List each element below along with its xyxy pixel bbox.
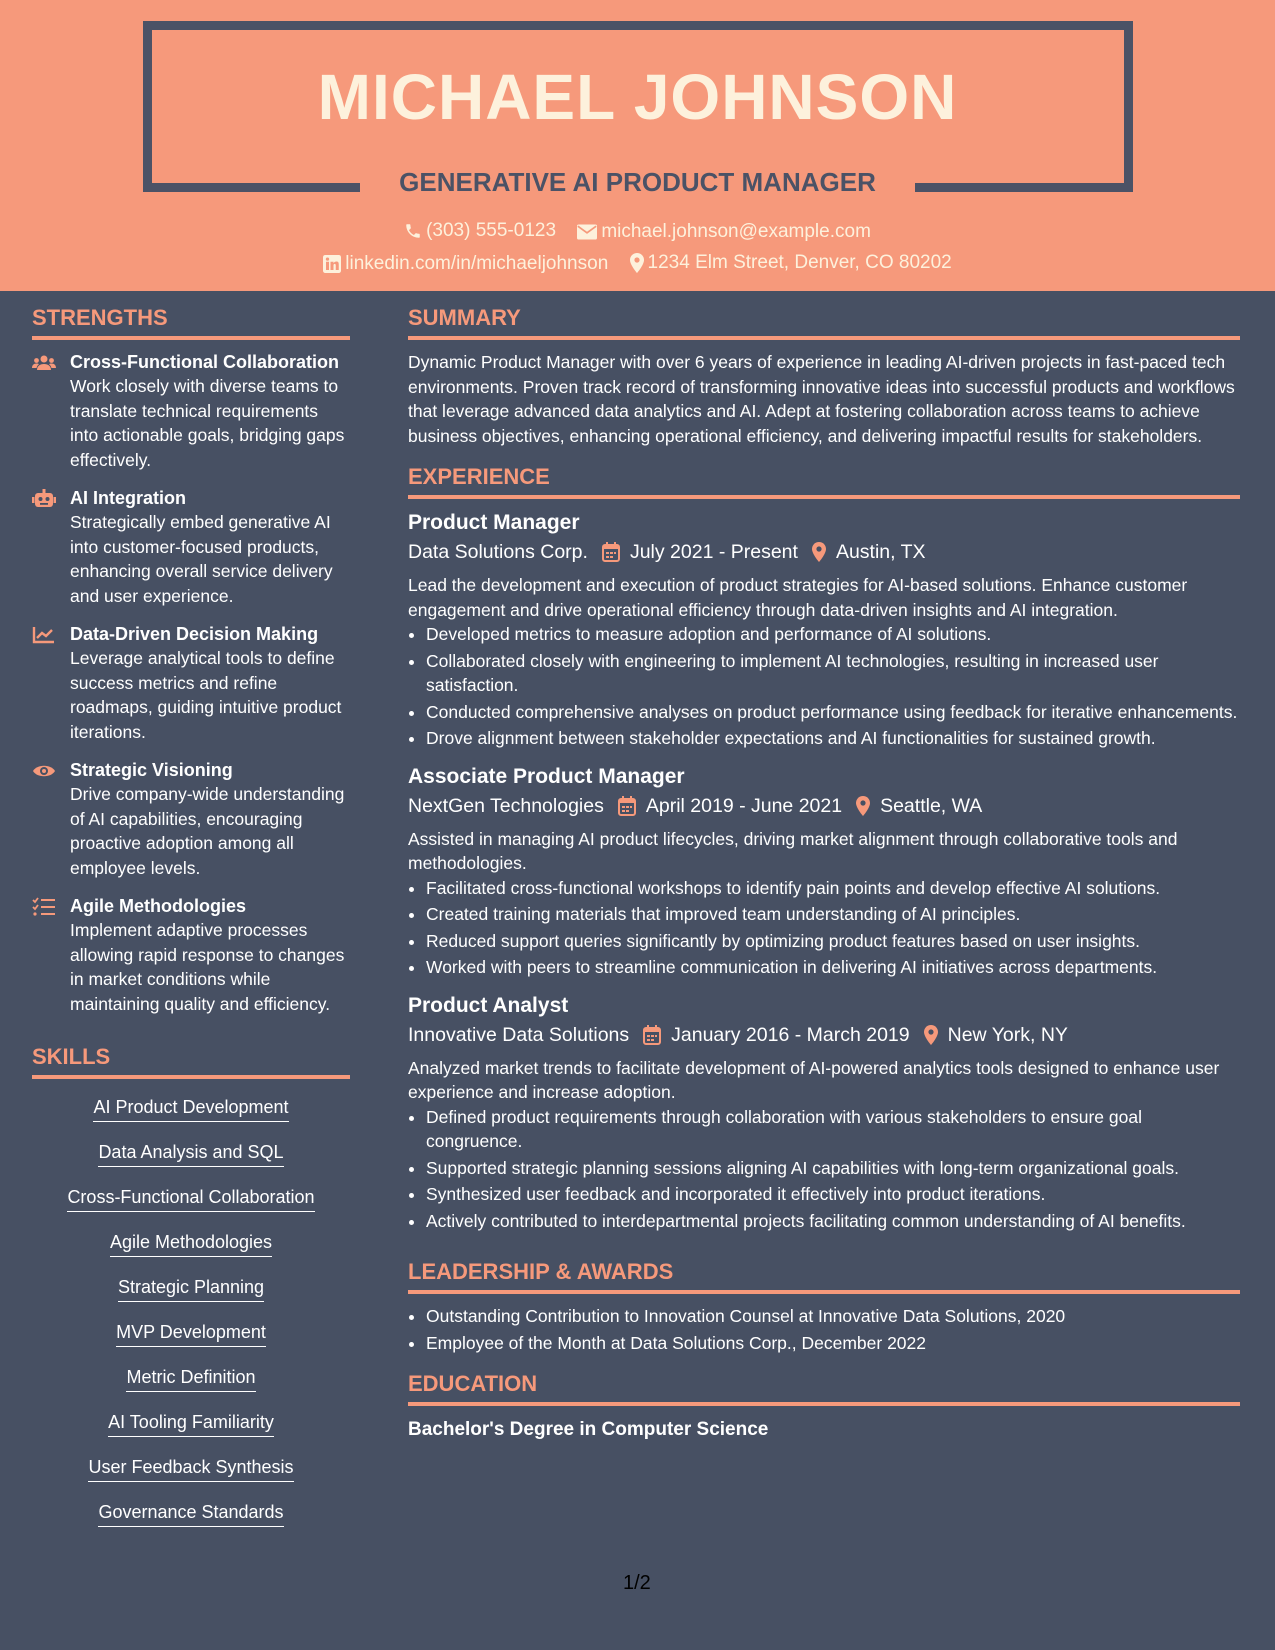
skill-tag: MVP Development	[116, 1320, 266, 1347]
job-desc: Lead the development and execution of product strategies for AI-based solutions. Enhance customer engagement and drive operational efficiency through data-driven insights and AI integration.	[408, 575, 1188, 620]
email-contact[interactable]	[577, 221, 871, 243]
strength-desc: Work closely with diverse teams to translate technical requirements into actionable goals, bridging gaps effectively.	[70, 376, 345, 470]
award-item: • Outstanding Contribution to Innovation Counsel at Innovative Data Solutions, 2020	[426, 1304, 1240, 1329]
job-location: New York, NY	[947, 1023, 1068, 1046]
strength-desc: Drive company-wide understanding of AI capabilities, encouraging proactive adoption among all employee levels.	[70, 784, 345, 878]
contact-row-2	[0, 252, 1275, 279]
phone-icon	[404, 222, 422, 240]
linkedin-icon	[323, 255, 341, 273]
job-bullet: • Created training materials that improved team understanding of AI principles.	[426, 902, 1240, 927]
left-column	[32, 291, 350, 1545]
job-bullet: • Reduced support queries significantly by optimizing product features based on user insights.	[426, 929, 1240, 954]
job-dates: July 2021 - Present	[629, 541, 798, 563]
envelope-icon	[577, 224, 597, 240]
job-title: GENERATIVE AI PRODUCT MANAGER	[399, 167, 876, 197]
education-degree: Bachelor's Degree in Computer Science	[408, 1419, 769, 1440]
job-role: Product Manager	[408, 511, 580, 534]
candidate-name: MICHAEL JOHNSON	[317, 61, 958, 133]
skill-tag: Cross-Functional Collaboration	[67, 1185, 314, 1212]
address-contact	[630, 252, 952, 274]
job-entry	[408, 992, 1240, 1234]
job-meta	[408, 791, 1240, 821]
right-column	[408, 291, 1240, 1444]
job-meta	[408, 1020, 1240, 1050]
leadership-heading: LEADERSHIP & AWARDS	[408, 1245, 1240, 1294]
skill-tag: Data Analysis and SQL	[98, 1140, 283, 1167]
location-pin-icon	[630, 253, 644, 273]
job-desc: Assisted in managing AI product lifecycles, driving market alignment through collaborative tools and methodologies.	[408, 828, 1178, 873]
address-text: 1234 Elm Street, Denver, CO 80202	[647, 252, 952, 273]
strength-item	[32, 894, 350, 1016]
page-number: 1/2	[623, 1572, 651, 1594]
skill-tag: User Feedback Synthesis	[88, 1455, 293, 1482]
job-entry	[408, 509, 1240, 751]
strength-item	[32, 758, 350, 880]
strengths-heading: STRENGTHS	[32, 291, 350, 340]
robot-icon	[32, 489, 56, 509]
list-check-icon	[32, 897, 56, 917]
job-bullets	[408, 622, 1240, 751]
leadership-list	[408, 1304, 1240, 1355]
linkedin-contact[interactable]	[323, 253, 608, 275]
job-bullet: • Developed metrics to measure adoption and performance of AI solutions.	[426, 622, 1240, 647]
job-bullet: • Conducted comprehensive analyses on product performance using feedback for iterative enhancements.	[426, 700, 1240, 725]
job-entry	[408, 763, 1240, 980]
job-bullets	[408, 1105, 1240, 1234]
users-icon	[32, 353, 56, 373]
job-company: Innovative Data Solutions	[408, 1023, 630, 1046]
skill-tag: Metric Definition	[126, 1365, 255, 1392]
skills-list	[32, 1089, 350, 1545]
linkedin-text: linkedin.com/in/michaeljohnson	[345, 253, 609, 274]
strength-desc: Strategically embed generative AI into customer-focused products, enhancing overall service delivery and user experience.	[70, 512, 333, 606]
job-role: Product Analyst	[408, 993, 569, 1017]
job-desc: Analyzed market trends to facilitate development of AI-powered analytics tools designed to enhance user experience and increase adoption.	[408, 1057, 1220, 1102]
strength-item	[32, 622, 350, 744]
job-bullet: • Actively contributed to interdepartmental projects facilitating common understanding of AI benefits.	[426, 1209, 1240, 1234]
strength-item	[32, 350, 350, 472]
eye-icon	[32, 761, 56, 781]
strength-title: AI Integration	[70, 488, 186, 508]
calendar-icon	[602, 542, 620, 562]
job-bullet: • Synthesized user feedback and incorporated it effectively into product iterations.	[426, 1182, 1240, 1207]
job-dates: January 2016 - March 2019	[671, 1023, 910, 1046]
location-pin-icon	[856, 796, 870, 816]
job-company: Data Solutions Corp.	[408, 541, 588, 563]
job-bullets	[408, 876, 1240, 980]
location-pin-icon	[924, 1025, 938, 1045]
experience-heading: EXPERIENCE	[408, 450, 1240, 499]
summary-text: Dynamic Product Manager with over 6 years of experience in leading AI-driven projects in fast-paced tech environments. Proven track record of transforming innovative ideas into successful products and workflows that leverage advanced data analytics and AI. Adept at fostering collaboration across teams to achieve business objectives, enhancing operational efficiency, and delivering impactful results for stakeholders.	[408, 352, 1235, 446]
strength-title: Data-Driven Decision Making	[70, 624, 319, 644]
skill-tag: AI Tooling Familiarity	[108, 1410, 274, 1437]
calendar-icon	[618, 796, 636, 816]
job-location: Austin, TX	[835, 541, 926, 563]
strength-item	[32, 486, 350, 608]
location-pin-icon	[812, 542, 826, 562]
phone-text: (303) 555-0123	[426, 220, 557, 241]
job-dates: April 2019 - June 2021	[645, 794, 843, 817]
job-bullet: • Worked with peers to streamline communication in delivering AI initiatives across departments.	[426, 955, 1240, 980]
job-bullet: • Collaborated closely with engineering to implement AI technologies, resulting in increased user satisfaction.	[426, 649, 1240, 698]
skills-heading: SKILLS	[32, 1030, 350, 1079]
skill-tag: Governance Standards	[98, 1500, 283, 1527]
job-role: Associate Product Manager	[408, 764, 685, 788]
award-item: • Employee of the Month at Data Solutions Corp., December 2022	[426, 1331, 1240, 1356]
strength-title: Agile Methodologies	[70, 896, 247, 916]
strength-title: Cross-Functional Collaboration	[70, 352, 340, 372]
strength-desc: Implement adaptive processes allowing rapid response to changes in market conditions while maintaining quality and efficiency.	[70, 920, 345, 1014]
summary-heading: SUMMARY	[408, 291, 1240, 340]
job-bullet: • Drove alignment between stakeholder expectations and AI functionalities for sustained growth.	[426, 726, 1240, 751]
strength-title: Strategic Visioning	[70, 760, 233, 780]
job-company: NextGen Technologies	[408, 794, 604, 817]
strength-desc: Leverage analytical tools to define success metrics and refine roadmaps, guiding intuitive product iterations.	[70, 648, 342, 742]
job-bullet: • Supported strategic planning sessions aligning AI capabilities with long-term organizational goals.	[426, 1156, 1240, 1181]
chart-line-icon	[32, 625, 56, 645]
phone-contact[interactable]	[404, 220, 556, 242]
email-text: michael.johnson@example.com	[601, 221, 871, 242]
skill-tag: AI Product Development	[93, 1095, 288, 1122]
job-location: Seattle, WA	[880, 794, 983, 817]
calendar-icon	[643, 1025, 661, 1045]
job-bullet: • Facilitated cross-functional workshops to identify pain points and develop effective AI solutions.	[426, 876, 1240, 901]
job-meta	[408, 537, 1240, 567]
skill-tag: Strategic Planning	[118, 1275, 264, 1302]
education-heading: EDUCATION	[408, 1357, 1240, 1406]
header	[0, 0, 1275, 291]
skill-tag: Agile Methodologies	[110, 1230, 272, 1257]
contact-row-1	[0, 220, 1275, 246]
job-bullet: • Defined product requirements through collaboration with various stakeholders to ensure goal congruence.	[426, 1105, 1240, 1154]
